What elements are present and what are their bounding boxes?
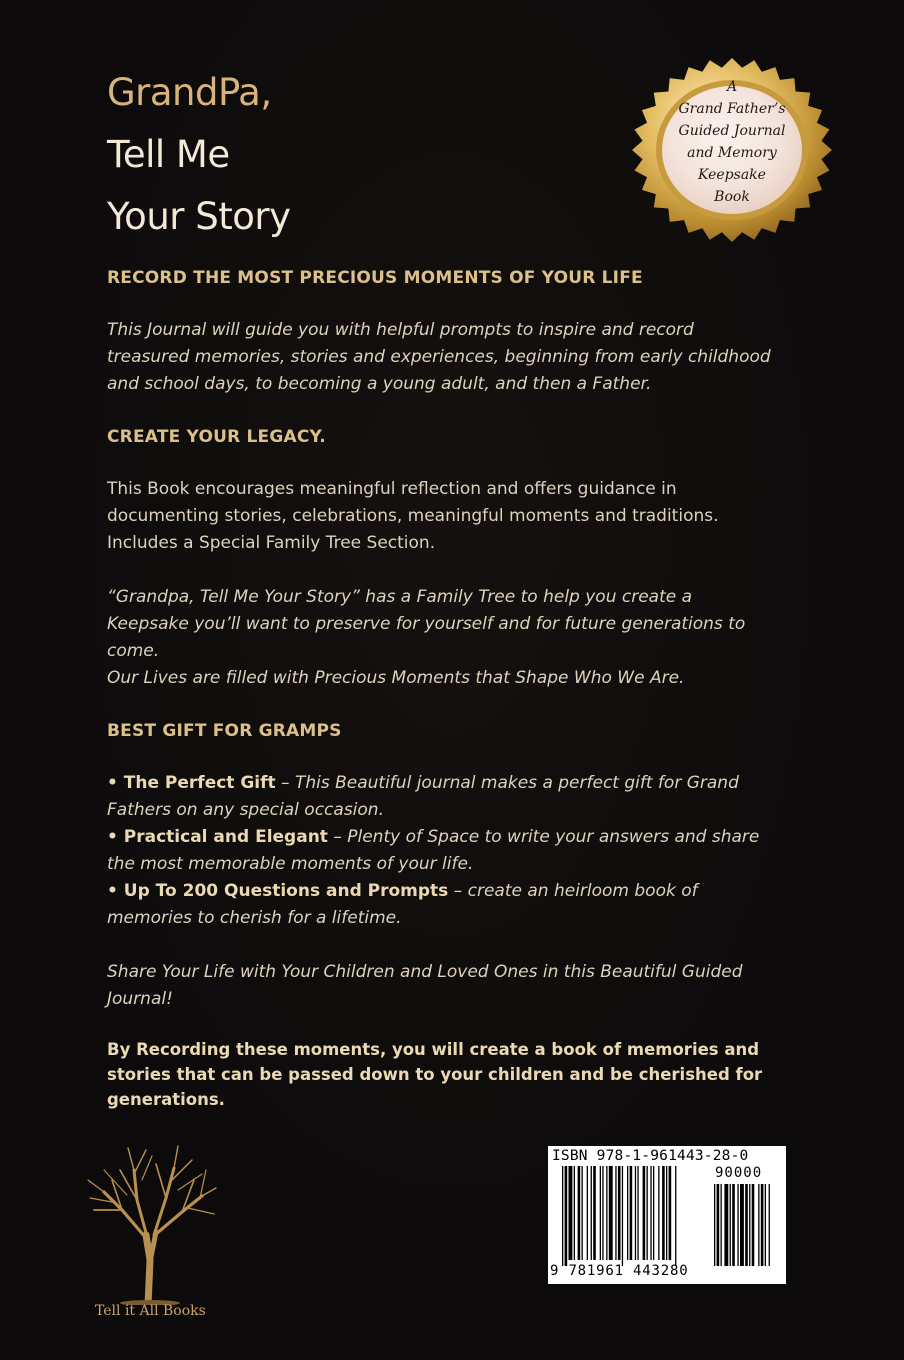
barcode-bar xyxy=(650,1166,651,1260)
seal-line-5: Keepsake xyxy=(698,167,766,183)
share-line: Share Your Life with Your Children and Loved Ones in this Beautiful Guided xyxy=(107,962,743,982)
gold-seal-badge xyxy=(630,56,834,244)
intro-line: treasured memories, stories and experiences, beginning from early childhood xyxy=(107,347,771,367)
family-tree-paragraph xyxy=(107,584,807,692)
barcode-bar xyxy=(615,1166,616,1260)
bullet-continuation: Fathers on any special occasion. xyxy=(107,800,384,820)
addon-bar xyxy=(737,1184,738,1266)
gift-bullets xyxy=(107,770,807,932)
intro-paragraph xyxy=(107,317,807,398)
publisher-name: Tell it All Books xyxy=(95,1303,206,1319)
seal-line-3: Guided Journal xyxy=(678,123,786,139)
barcode-bar xyxy=(643,1166,646,1260)
addon-bar xyxy=(730,1184,731,1266)
closing-paragraph xyxy=(107,1037,807,1112)
barcode-bar xyxy=(562,1166,563,1266)
bullet-continuation: the most memorable moments of your life. xyxy=(107,854,474,874)
barcode-bar xyxy=(675,1166,676,1266)
bullet-text: – This Beautiful journal makes a perfect gift for Grand xyxy=(275,773,739,793)
addon-bar xyxy=(752,1184,755,1266)
family-tree-line: Our Lives are filled with Precious Moments that Shape Who We Are. xyxy=(107,668,685,688)
isbn-label: ISBN 978-1-961443-28-0 xyxy=(552,1148,749,1164)
barcode-bar xyxy=(591,1166,592,1260)
barcode-bar xyxy=(637,1166,638,1260)
barcode-bar xyxy=(602,1166,603,1260)
addon-bar xyxy=(745,1184,748,1266)
barcode-bar xyxy=(593,1166,596,1260)
title-line-2: Tell Me xyxy=(107,133,230,176)
barcode-bar xyxy=(653,1166,654,1260)
addon-bar xyxy=(732,1184,735,1266)
barcode-bar xyxy=(578,1166,581,1260)
closing-line: By Recording these moments, you will create a book of memories and xyxy=(107,1040,760,1059)
addon-bar xyxy=(724,1184,728,1266)
seal-text xyxy=(630,76,834,208)
title-line-3: Your Story xyxy=(107,195,291,238)
barcode-bar xyxy=(569,1166,573,1260)
barcode-bar xyxy=(627,1166,628,1260)
barcode-bar xyxy=(600,1166,601,1260)
closing-line: stories that can be passed down to your children and be cherished for xyxy=(107,1065,763,1084)
addon-bar xyxy=(740,1184,744,1266)
heading-best-gift: BEST GIFT FOR GRAMPS xyxy=(107,721,342,741)
closing-line: generations. xyxy=(107,1090,225,1109)
seal-line-4: and Memory xyxy=(687,145,777,161)
legacy-paragraph xyxy=(107,476,807,557)
barcode-bar xyxy=(662,1166,665,1260)
heading-record-moments: RECORD THE MOST PRECIOUS MOMENTS OF YOUR LIFE xyxy=(107,268,643,288)
barcode-bar xyxy=(635,1166,636,1260)
addon-bar xyxy=(717,1184,720,1266)
bullet-item xyxy=(107,878,807,905)
isbn-barcode xyxy=(548,1146,786,1284)
bullet-text: – create an heirloom book of xyxy=(448,881,698,901)
share-line: Journal! xyxy=(107,989,173,1009)
barcode-bar xyxy=(666,1166,667,1260)
barcode-digits: 9 781961 443280 xyxy=(550,1263,689,1279)
seal-line-6: Book xyxy=(714,189,750,205)
intro-line: This Journal will guide you with helpful prompts to inspire and record xyxy=(107,320,694,340)
description-content xyxy=(107,268,807,1112)
family-tree-line: come. xyxy=(107,641,160,661)
addon-bar xyxy=(749,1184,750,1266)
barcode-bar xyxy=(622,1166,623,1266)
barcode-bar xyxy=(582,1166,583,1260)
family-tree-line: “Grandpa, Tell Me Your Story” has a Family Tree to help you create a xyxy=(107,587,693,607)
tree-logo-icon xyxy=(82,1140,222,1305)
seal-line-1: A xyxy=(726,79,738,95)
addon-bar xyxy=(714,1184,715,1266)
bullet-lead: • The Perfect Gift xyxy=(107,773,276,793)
family-tree-line: Keepsake you’ll want to preserve for yourself and for future generations to xyxy=(107,614,746,634)
title-line-1: GrandPa, xyxy=(107,71,272,114)
legacy-line: Includes a Special Family Tree Section. xyxy=(107,533,436,553)
heading-create-legacy: CREATE YOUR LEGACY. xyxy=(107,427,326,447)
barcode-bar xyxy=(565,1166,568,1266)
barcode-addon: 90000 xyxy=(715,1165,763,1181)
addon-bar xyxy=(721,1184,722,1266)
addon-bar xyxy=(758,1184,759,1266)
barcode-bar xyxy=(658,1166,659,1260)
intro-line: and school days, to becoming a young adult, and then a Father. xyxy=(107,374,652,394)
barcode-bar xyxy=(630,1166,633,1260)
barcode-bar xyxy=(669,1166,672,1260)
barcode-bar xyxy=(609,1166,613,1260)
barcode-bar xyxy=(587,1166,588,1260)
legacy-line: This Book encourages meaningful reflection and offers guidance in xyxy=(107,479,677,499)
barcode-bar xyxy=(618,1166,621,1260)
addon-bar xyxy=(769,1184,770,1266)
bullet-lead: • Practical and Elegant xyxy=(107,827,328,847)
book-title xyxy=(107,62,291,248)
share-paragraph xyxy=(107,959,807,1013)
seal-line-2: Grand Father’s xyxy=(678,101,786,117)
barcode-bar xyxy=(606,1166,607,1260)
addon-bar xyxy=(761,1184,764,1266)
bullet-text: – Plenty of Space to write your answers and share xyxy=(327,827,760,847)
legacy-line: documenting stories, celebrations, meaningful moments and traditions. xyxy=(107,506,719,526)
bullet-item xyxy=(107,824,807,851)
addon-bar xyxy=(765,1184,766,1266)
barcode-bar xyxy=(647,1166,648,1260)
bullet-lead: • Up To 200 Questions and Prompts xyxy=(107,881,449,901)
barcode-bar xyxy=(574,1166,575,1260)
bullet-item xyxy=(107,770,807,797)
bullet-continuation: memories to cherish for a lifetime. xyxy=(107,908,402,928)
